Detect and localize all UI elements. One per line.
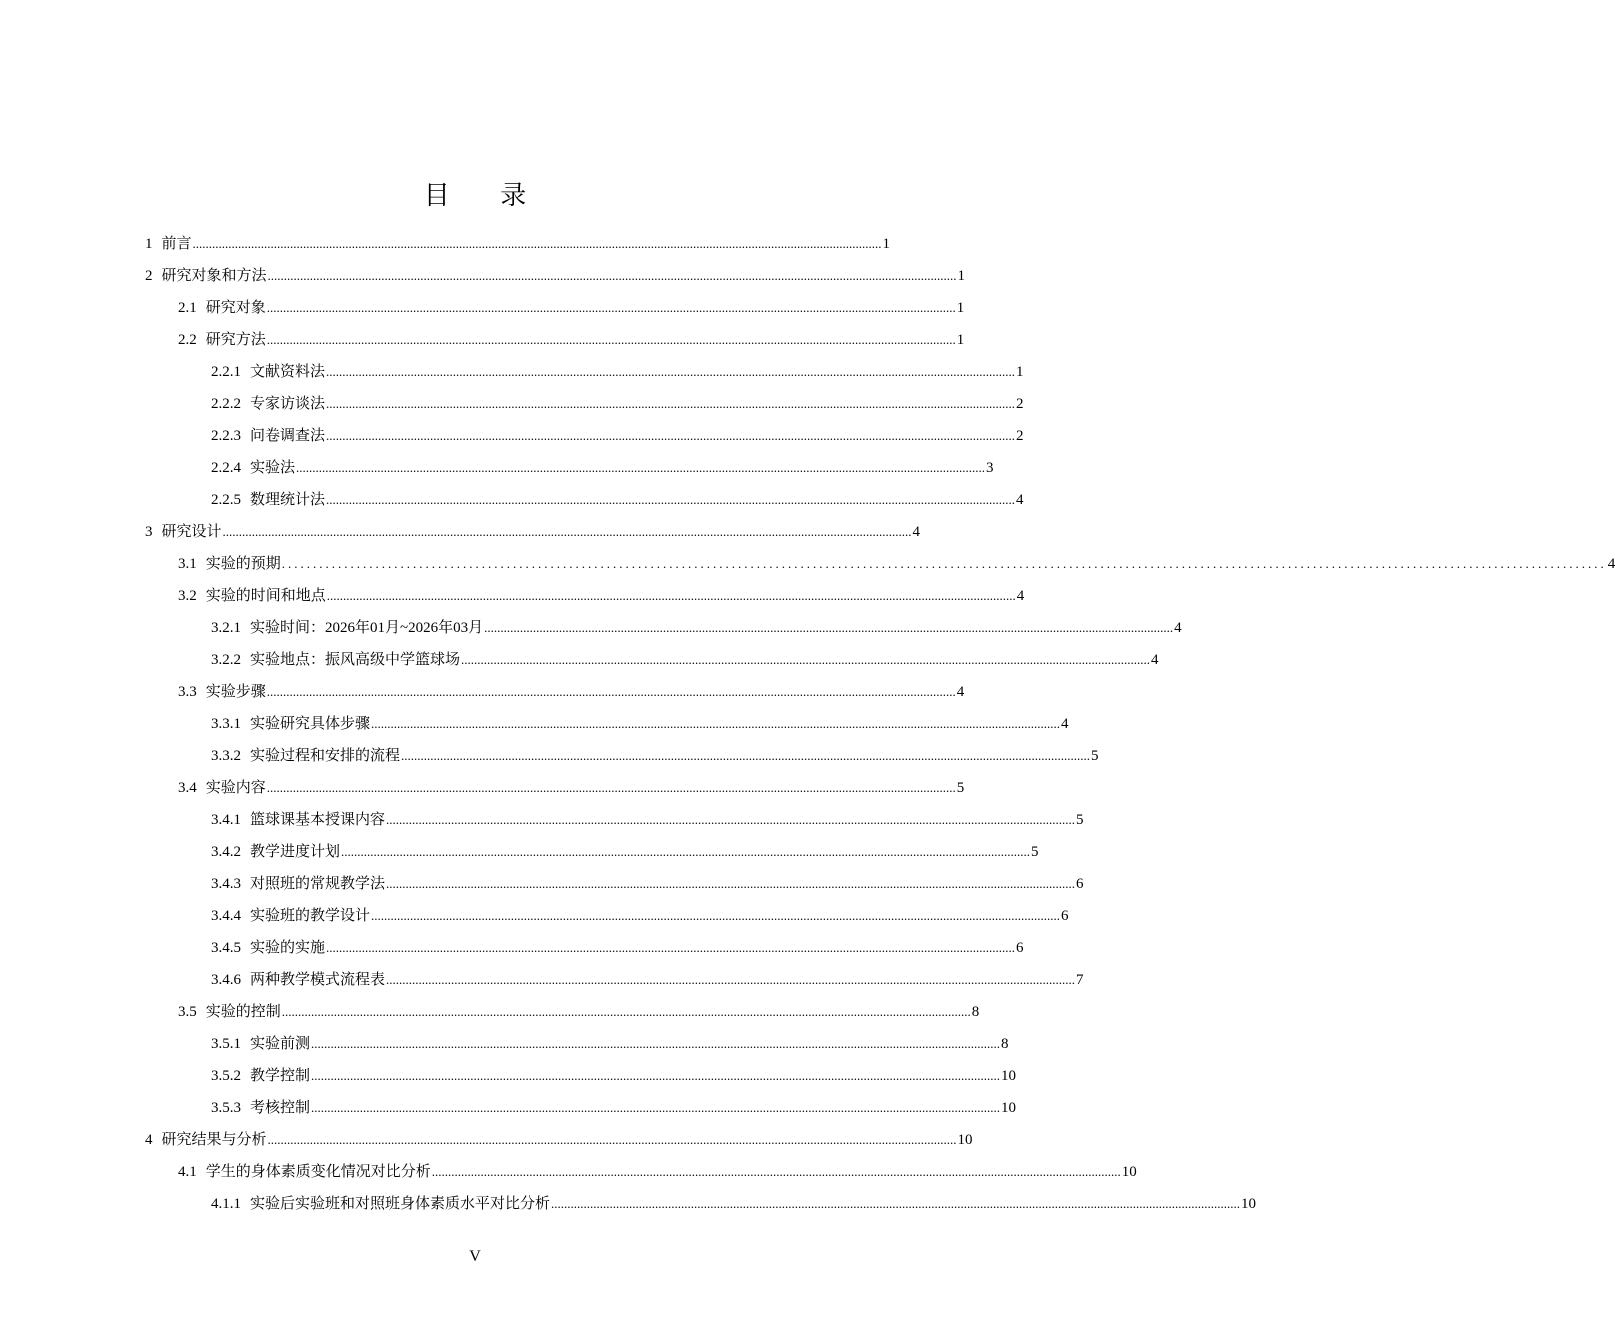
toc-entry-number: 3: [145, 524, 153, 540]
toc-entry-title: 学生的身体素质变化情况对比分析: [205, 1164, 431, 1180]
toc-dot-leader: ....................................................................................................................................................................................................................: [401, 748, 1091, 763]
toc-entry-page: 6: [1061, 908, 1069, 924]
toc-entry-number: 3.4.5: [211, 940, 241, 956]
toc-entry-title: 实验的时间和地点: [205, 588, 326, 604]
page-title: 目 录: [423, 181, 549, 210]
toc-entry[interactable]: [211, 836, 1039, 868]
toc-entry[interactable]: [178, 1156, 1137, 1188]
toc-entry[interactable]: [145, 516, 921, 548]
toc-entry-title: 研究结果与分析: [161, 1132, 267, 1148]
toc-entry[interactable]: [211, 388, 1024, 420]
toc-entry-title: 前言: [161, 236, 192, 252]
toc-entry[interactable]: [178, 548, 1615, 580]
toc-entry-page: 5: [1091, 748, 1099, 764]
toc-dot-leader: ....................................................................................................................................................................................................................: [326, 396, 1016, 411]
toc-entry-title: 实验法: [250, 460, 296, 476]
toc-dot-leader: ....................................................................................................................................................................................................................: [266, 332, 956, 347]
toc-entry-page: 1: [1016, 364, 1024, 380]
toc-dot-leader: ....................................................................................................................................................................................................................: [267, 1132, 957, 1147]
toc-entry-page: 4: [1607, 556, 1615, 572]
toc-entry-page: 8: [1001, 1036, 1009, 1052]
toc-entry-title: 实验班的教学设计: [250, 908, 371, 924]
toc-dot-leader: ....................................................................................................................................................................................................................: [296, 460, 986, 475]
toc-entry[interactable]: [211, 420, 1024, 452]
toc-entry-title: 实验的实施: [250, 940, 326, 956]
toc-entry-number: 3.3: [178, 684, 197, 700]
toc-entry-title: 专家访谈法: [250, 396, 326, 412]
toc-entry-number: 2.2.4: [211, 460, 241, 476]
toc-entry[interactable]: [211, 900, 1069, 932]
toc-dot-leader: ....................................................................................................................................................................................................................: [341, 844, 1031, 859]
toc-entry-title: 实验的控制: [205, 1004, 281, 1020]
toc-entry-number: 2.2.2: [211, 396, 241, 412]
toc-entry[interactable]: [211, 1188, 1257, 1220]
toc-entry-title: 篮球课基本授课内容: [250, 812, 386, 828]
toc-entry-page: 2: [1016, 396, 1024, 412]
toc-entry-title: 研究方法: [205, 332, 266, 348]
toc-entry-title: 实验时间：2026年01月~2026年03月: [250, 620, 484, 636]
toc-entry[interactable]: [211, 1060, 1017, 1092]
toc-entry-number: 3.4.3: [211, 876, 241, 892]
toc-entry-title: 实验步骤: [205, 684, 266, 700]
toc-entry-number: 1: [145, 236, 153, 252]
toc-dot-leader: ....................................................................................................................................................................................................................: [281, 556, 1607, 571]
toc-entry[interactable]: [178, 292, 965, 324]
toc-entry-page: 6: [1076, 876, 1084, 892]
toc-entry-number: 4.1: [178, 1164, 197, 1180]
toc-entry-number: 2.2.3: [211, 428, 241, 444]
toc-entry[interactable]: [145, 228, 891, 260]
toc-dot-leader: ....................................................................................................................................................................................................................: [386, 812, 1076, 827]
toc-entry-number: 3.4: [178, 780, 197, 796]
toc-entry-number: 3.1: [178, 556, 197, 572]
toc-entry-number: 3.2.2: [211, 652, 241, 668]
toc-entry-number: 2.2.1: [211, 364, 241, 380]
toc-dot-leader: ....................................................................................................................................................................................................................: [326, 428, 1016, 443]
toc-dot-leader: ....................................................................................................................................................................................................................: [386, 972, 1076, 987]
toc-dot-leader: ....................................................................................................................................................................................................................: [267, 268, 957, 283]
toc-dot-leader: ....................................................................................................................................................................................................................: [222, 524, 912, 539]
toc-entry-number: 3.5.3: [211, 1100, 241, 1116]
toc-entry[interactable]: [211, 740, 1099, 772]
toc-entry-page: 8: [971, 1004, 980, 1020]
toc-entry[interactable]: [211, 708, 1069, 740]
toc-entry[interactable]: [178, 580, 1025, 612]
toc-entry-page: 5: [1076, 812, 1084, 828]
toc-dot-leader: ....................................................................................................................................................................................................................: [326, 364, 1016, 379]
toc-entry-number: 2.2: [178, 332, 197, 348]
toc-entry-number: 3.4.2: [211, 844, 241, 860]
toc-entry-title: 实验前测: [250, 1036, 311, 1052]
toc-entry[interactable]: [211, 868, 1084, 900]
toc-dot-leader: ....................................................................................................................................................................................................................: [371, 716, 1061, 731]
toc-entry-number: 2.2.5: [211, 492, 241, 508]
toc-entry-page: 4: [1174, 620, 1182, 636]
toc-entry-title: 实验地点：振风高级中学篮球场: [250, 652, 461, 668]
toc-dot-leader: ....................................................................................................................................................................................................................: [326, 492, 1016, 507]
toc-entry[interactable]: [211, 612, 1182, 644]
toc-entry-page: 4: [1151, 652, 1159, 668]
toc-entry[interactable]: [178, 324, 965, 356]
toc-entry-page: 10: [1241, 1196, 1257, 1212]
toc-dot-leader: ....................................................................................................................................................................................................................: [371, 908, 1061, 923]
toc-dot-leader: ....................................................................................................................................................................................................................: [326, 940, 1016, 955]
toc-dot-leader: ....................................................................................................................................................................................................................: [461, 652, 1151, 667]
toc-entry-page: 4: [912, 524, 921, 540]
toc-entry-title: 实验过程和安排的流程: [250, 748, 401, 764]
toc-entry-page: 10: [1001, 1100, 1017, 1116]
toc-dot-leader: ....................................................................................................................................................................................................................: [311, 1036, 1001, 1051]
toc-entry-title: 教学进度计划: [250, 844, 341, 860]
toc-entry[interactable]: [211, 452, 994, 484]
toc-entry-number: 3.3.1: [211, 716, 241, 732]
toc-dot-leader: ....................................................................................................................................................................................................................: [311, 1068, 1001, 1083]
toc-entry-page: 6: [1016, 940, 1024, 956]
toc-entry[interactable]: [211, 1092, 1017, 1124]
toc-entry-page: 1: [956, 332, 965, 348]
toc-entry[interactable]: [178, 676, 965, 708]
toc-dot-leader: ....................................................................................................................................................................................................................: [192, 236, 882, 251]
toc-dot-leader: ....................................................................................................................................................................................................................: [266, 300, 956, 315]
toc-entry-title: 研究对象和方法: [161, 268, 267, 284]
toc-dot-leader: ....................................................................................................................................................................................................................: [266, 780, 956, 795]
toc-entry-page: 1: [956, 300, 965, 316]
toc-entry-page: 5: [956, 780, 965, 796]
toc-entry[interactable]: [145, 260, 966, 292]
toc-entry[interactable]: [211, 932, 1024, 964]
toc-entry-page: 10: [1121, 1164, 1137, 1180]
toc-entry-number: 3.4.1: [211, 812, 241, 828]
toc-entry-title: 考核控制: [250, 1100, 311, 1116]
toc-entry-page: 5: [1031, 844, 1039, 860]
toc-entry[interactable]: [211, 964, 1084, 996]
toc-entry-title: 实验研究具体步骤: [250, 716, 371, 732]
toc-entry-page: 2: [1016, 428, 1024, 444]
toc-entry-number: 4.1.1: [211, 1196, 241, 1212]
toc-entry[interactable]: [145, 1124, 973, 1156]
toc-dot-leader: ....................................................................................................................................................................................................................: [326, 588, 1016, 603]
toc-dot-leader: ....................................................................................................................................................................................................................: [431, 1164, 1121, 1179]
toc-entry-title: 实验内容: [205, 780, 266, 796]
toc-entry-page: 4: [1016, 492, 1024, 508]
toc-entry-page: 1: [882, 236, 891, 252]
toc-entry-title: 实验的预期: [205, 556, 281, 572]
toc-dot-leader: ....................................................................................................................................................................................................................: [311, 1100, 1001, 1115]
toc-entry-page: 4: [1016, 588, 1025, 604]
toc-entry-number: 3.2.1: [211, 620, 241, 636]
toc-entry[interactable]: [211, 356, 1024, 388]
toc-entry-number: 3.5.2: [211, 1068, 241, 1084]
toc-dot-leader: ....................................................................................................................................................................................................................: [266, 684, 956, 699]
toc-dot-leader: ....................................................................................................................................................................................................................: [386, 876, 1076, 891]
toc-entry-title: 研究设计: [161, 524, 222, 540]
toc-entry-title: 问卷调查法: [250, 428, 326, 444]
toc-entry-title: 对照班的常规教学法: [250, 876, 386, 892]
toc-entry-title: 研究对象: [205, 300, 266, 316]
toc-entry-number: 3.2: [178, 588, 197, 604]
toc-entry[interactable]: [211, 804, 1084, 836]
toc-entry-title: 实验后实验班和对照班身体素质水平对比分析: [250, 1196, 551, 1212]
toc-entry[interactable]: [178, 772, 965, 804]
toc-entry[interactable]: [211, 644, 1159, 676]
toc-entry-title: 数理统计法: [250, 492, 326, 508]
toc-dot-leader: ....................................................................................................................................................................................................................: [551, 1196, 1241, 1211]
toc-entry-page: 4: [1061, 716, 1069, 732]
toc-entry-number: 2: [145, 268, 153, 284]
page-number: V: [469, 1248, 481, 1265]
toc-entry-title: 教学控制: [250, 1068, 311, 1084]
toc-entry-number: 3.4.4: [211, 908, 241, 924]
toc-entry-title: 文献资料法: [250, 364, 326, 380]
toc-entry-page: 3: [986, 460, 994, 476]
toc-dot-leader: ....................................................................................................................................................................................................................: [484, 620, 1174, 635]
toc-entry[interactable]: [211, 1028, 1009, 1060]
toc-entry-number: 3.3.2: [211, 748, 241, 764]
toc-entry-page: 4: [956, 684, 965, 700]
toc-entry-number: 4: [145, 1132, 153, 1148]
toc-entry-page: 7: [1076, 972, 1084, 988]
toc-entry-title: 两种教学模式流程表: [250, 972, 386, 988]
toc-entry-number: 3.5.1: [211, 1036, 241, 1052]
toc-dot-leader: ....................................................................................................................................................................................................................: [281, 1004, 971, 1019]
toc-entry[interactable]: [178, 996, 980, 1028]
toc-entry[interactable]: [211, 484, 1024, 516]
toc-entry-number: 2.1: [178, 300, 197, 316]
toc-entry-number: 3.4.6: [211, 972, 241, 988]
toc-entry-number: 3.5: [178, 1004, 197, 1020]
toc-entry-page: 1: [957, 268, 966, 284]
toc-entry-page: 10: [1001, 1068, 1017, 1084]
toc-entry-page: 10: [957, 1132, 973, 1148]
